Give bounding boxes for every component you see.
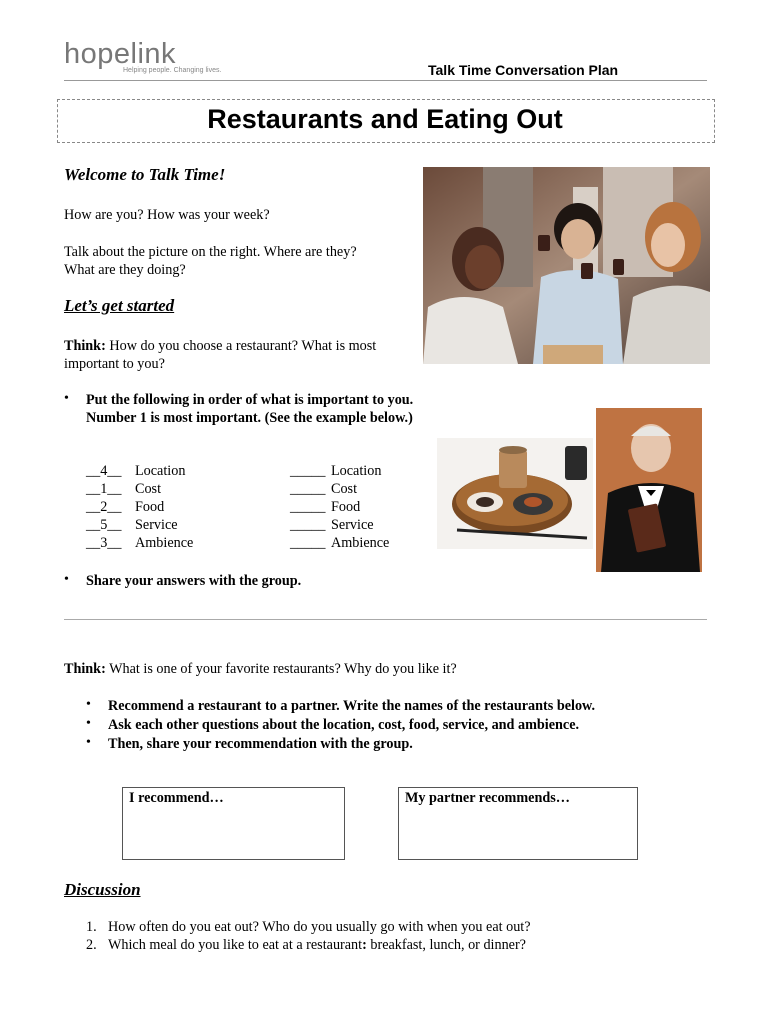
started-think-2: important to you? <box>64 356 165 372</box>
discussion-item-1: 1. How often do you eat out? Who do you usually go with when you eat out? <box>86 919 531 935</box>
page-title: Restaurants and Eating Out <box>207 104 563 134</box>
think-label: Think: <box>64 338 106 354</box>
waiter-photo <box>596 408 702 572</box>
welcome-line-1: How are you? How was your week? <box>64 207 270 223</box>
discussion-heading: Discussion <box>64 880 141 899</box>
think-label: Think: <box>64 661 106 677</box>
started-think <box>64 337 424 355</box>
favorites-bullet-3: Then, share your recommendation with the group. <box>108 736 413 752</box>
logo-tagline: Helping people. Changing lives. <box>123 67 222 74</box>
favorites-bullet-1: Recommend a restaurant to a partner. Write the names of the restaurants below. <box>108 698 596 714</box>
partner-recommends-label: My partner recommends… <box>405 790 570 806</box>
order-instruction-1: Put the following in order of what is important to you. <box>86 392 414 408</box>
section-divider <box>64 619 707 620</box>
list-item: __1__ Cost <box>86 481 162 497</box>
discussion-item-2: 2. Which meal do you like to eat at a restaurant: breakfast, lunch, or dinner? <box>86 937 526 953</box>
plan-title: Talk Time Conversation Plan <box>428 62 619 78</box>
friends-toasting-photo <box>423 167 710 364</box>
order-instruction-2: Number 1 is most important. (See the example below.) <box>86 410 413 426</box>
list-item[interactable]: _____ Food <box>290 499 361 515</box>
favorites-bullet-2: Ask each other questions about the location, cost, food, service, and ambience. <box>108 717 580 733</box>
food-plate-photo <box>437 438 593 549</box>
list-item: __5__ Service <box>86 517 178 533</box>
favorites-think <box>64 660 457 678</box>
partner-recommends-box[interactable] <box>398 787 638 860</box>
welcome-line-2: Talk about the picture on the right. Where are they? <box>64 244 357 260</box>
logo-wordmark: hopelink <box>64 38 177 70</box>
welcome-line-3: What are they doing? <box>64 262 186 278</box>
list-item[interactable]: _____ Ambience <box>290 535 390 551</box>
bullet-dot: • <box>86 735 91 750</box>
list-item: __3__ Ambience <box>86 535 194 551</box>
list-item[interactable]: _____ Location <box>290 463 382 479</box>
example-ranking-list <box>86 462 193 552</box>
i-recommend-box[interactable] <box>122 787 345 860</box>
list-item: __2__ Food <box>86 499 165 515</box>
bullet-dot: • <box>64 572 69 587</box>
bullet-dot: • <box>64 391 69 406</box>
blank-ranking-list <box>290 462 389 552</box>
think-text: What is one of your favorite restaurants? Why do you like it? <box>105 661 457 677</box>
list-item[interactable]: _____ Cost <box>290 481 358 497</box>
bullet-dot: • <box>86 697 91 712</box>
list-item: __4__ Location <box>86 463 186 479</box>
bullet-dot: • <box>86 716 91 731</box>
think-text: How do you choose a restaurant? What is most <box>105 338 377 354</box>
list-item[interactable]: _____ Service <box>290 517 374 533</box>
welcome-heading: Welcome to Talk Time! <box>64 165 226 184</box>
header-rule <box>64 80 707 81</box>
started-heading: Let’s get started <box>64 296 175 315</box>
i-recommend-label: I recommend… <box>129 790 224 806</box>
share-instruction: Share your answers with the group. <box>86 573 302 589</box>
